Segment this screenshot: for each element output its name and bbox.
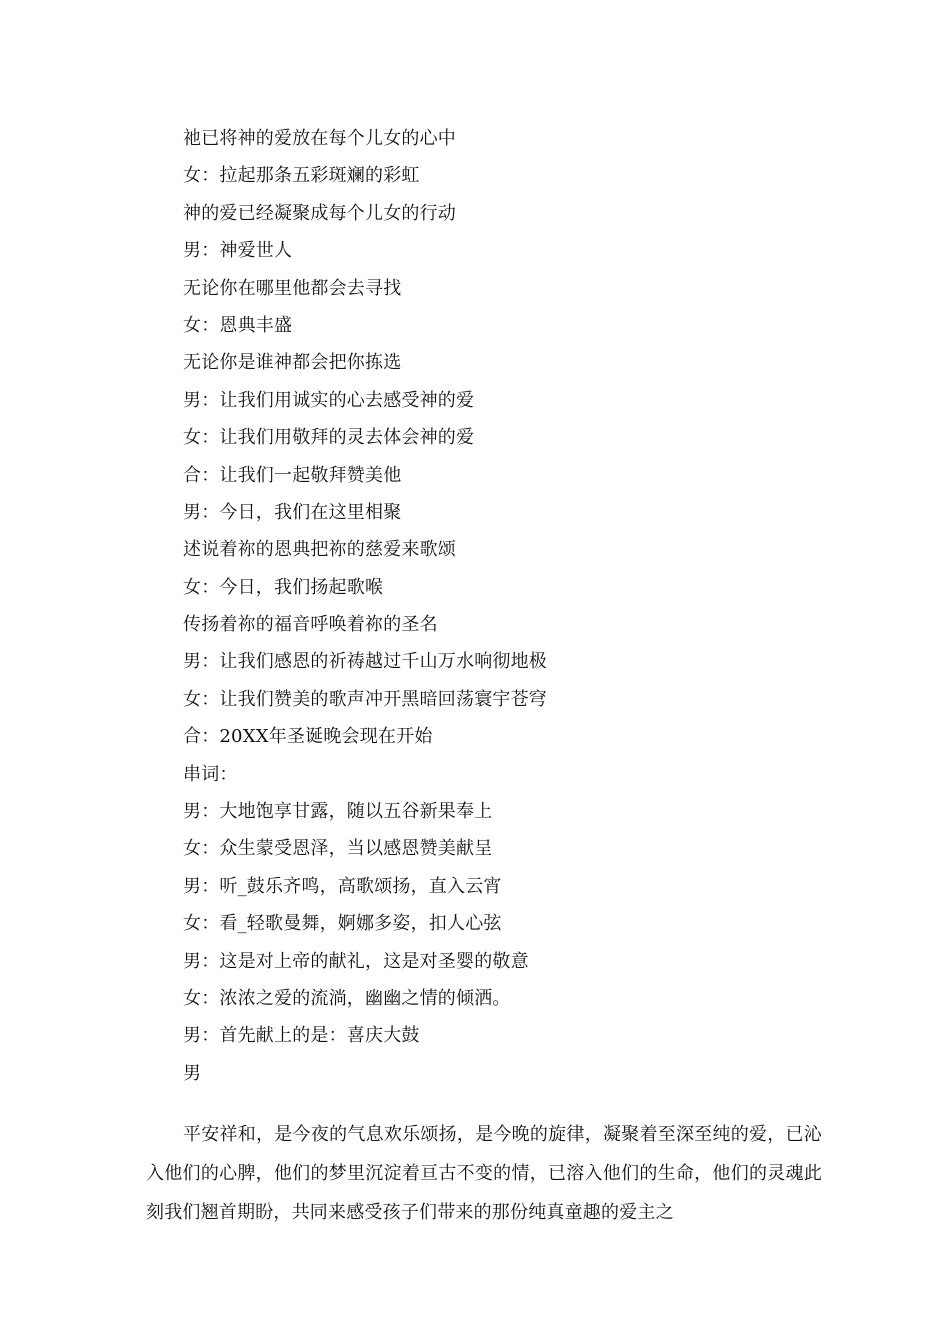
script-line: 神的爱已经凝聚成每个儿女的行动 xyxy=(183,202,456,224)
script-line: 合：让我们一起敬拜赞美他 xyxy=(183,464,402,486)
script-lines xyxy=(183,120,823,1092)
script-line: 男：这是对上帝的献礼，这是对圣婴的敬意 xyxy=(183,950,529,972)
script-line: 女：恩典丰盛 xyxy=(183,314,293,336)
script-line: 男：让我们感恩的祈祷越过千山万水响彻地极 xyxy=(183,651,547,673)
script-line: 女：今日，我们扬起歌喉 xyxy=(183,576,384,598)
script-line: 男：大地饱享甘露，随以五谷新果奉上 xyxy=(183,801,493,823)
script-line: 女：让我们用敬拜的灵去体会神的爱 xyxy=(183,427,475,449)
body-paragraph: 平安祥和，是今夜的气息欢乐颂扬，是今晚的旋律，凝聚着至深至纯的爱，已沁入他们的心脾，他们的梦里沉淀着亘古不变的情，已溶入他们的生命，他们的灵魂此刻我们翘首期盼，共同来感受孩子们带来的那份纯真童趣的爱主之 xyxy=(146,1124,822,1223)
script-line: 女：拉起那条五彩斑斓的彩虹 xyxy=(183,165,420,187)
script-line: 无论你是谁神都会把你拣选 xyxy=(183,352,402,374)
script-line: 无论你在哪里他都会去寻找 xyxy=(183,277,402,299)
script-line: 女：众生蒙受恩泽，当以感恩赞美献呈 xyxy=(183,838,493,860)
script-line: 男 xyxy=(183,1062,202,1084)
script-line: 女：看_轻歌曼舞，婀娜多姿，扣人心弦 xyxy=(183,913,502,935)
script-line: 男：让我们用诚实的心去感受神的爱 xyxy=(183,389,475,411)
script-line: 男：神爱世人 xyxy=(183,240,293,262)
script-line: 传扬着祢的福音呼唤着祢的圣名 xyxy=(183,614,438,636)
script-line: 串词： xyxy=(183,763,238,785)
script-line: 男：首先献上的是：喜庆大鼓 xyxy=(183,1025,420,1047)
script-line: 女：让我们赞美的歌声冲开黑暗回荡寰宇苍穹 xyxy=(183,688,547,710)
script-line: 合：20XX年圣诞晚会现在开始 xyxy=(183,726,433,748)
script-line: 女：浓浓之爱的流淌，幽幽之情的倾洒。 xyxy=(183,987,511,1009)
script-line: 祂已将神的爱放在每个儿女的心中 xyxy=(183,128,456,149)
script-line: 述说着祢的恩典把祢的慈爱来歌颂 xyxy=(183,539,456,561)
script-line: 男：听_鼓乐齐鸣，高歌颂扬，直入云宵 xyxy=(183,875,502,897)
script-line: 男：今日，我们在这里相聚 xyxy=(183,501,402,523)
